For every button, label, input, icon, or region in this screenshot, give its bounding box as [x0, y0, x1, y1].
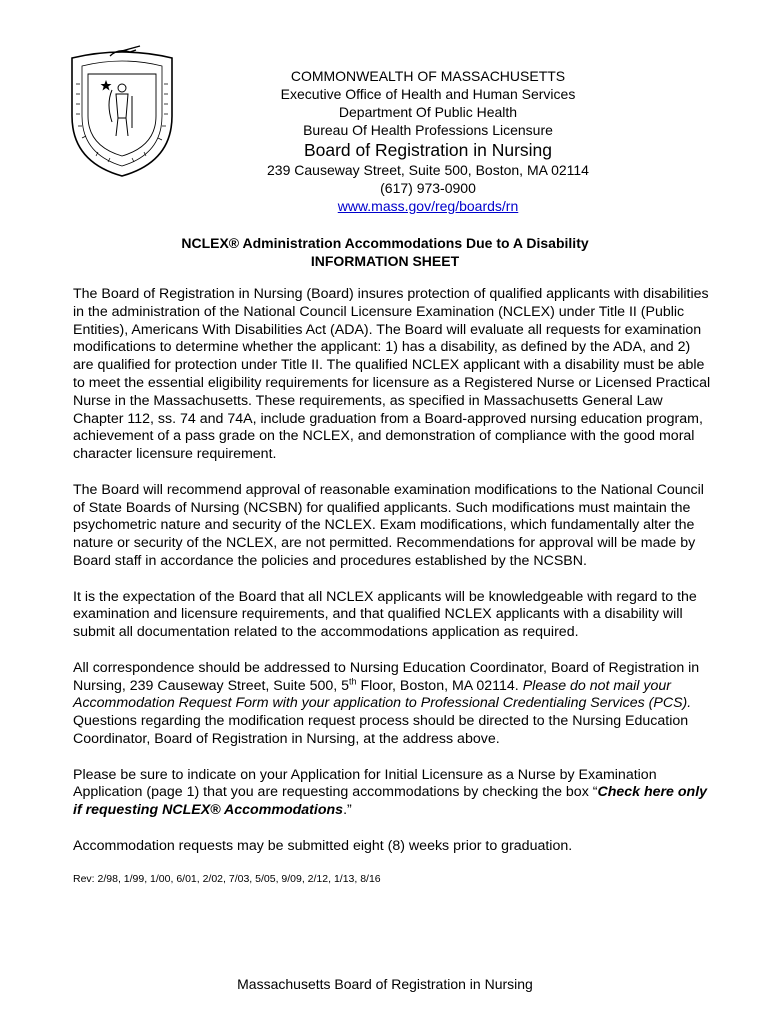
commonwealth-line: COMMONWEALTH OF MASSACHUSETTS [290, 68, 566, 84]
phone-line: (617) 973-0900 [380, 180, 476, 196]
paragraph-2: The Board will recommend approval of reasonable examination modifications to the National Council of State Boards of Nursing (NCSBN) for qualified applicants. Such modifications must maintain the psychometric nature and security of the NCLEX. Exam modifications, which fundamentally alter the nature or security of the NCLEX, are not permitted. Recommendations for approval will be made by Board staff in accordance the policies and procedures established by the NCSBN. [73, 481, 704, 569]
bureau-line: Bureau Of Health Professions Licensure [303, 122, 553, 138]
pcs-notice: Please do not mail your Accommodation Request Form with your application to Professional Credentialing Services (PCS). [73, 677, 692, 712]
paragraph-6: Accommodation requests may be submitted eight (8) weeks prior to graduation. [73, 837, 573, 854]
paragraph-3: It is the expectation of the Board that all NCLEX applicants will be knowledgeable with regard to the examination and licensure requirements, and that qualified NCLEX applicants with a disability will submit all documentation related to the accommodations application as required. [73, 588, 697, 641]
floor-superscript: th [349, 675, 357, 686]
document-body [73, 286, 713, 886]
paragraph-4-text-b: Floor, Boston, MA 02114. [356, 677, 519, 694]
massachusetts-seal-icon [66, 44, 178, 180]
department-line: Department Of Public Health [338, 104, 518, 120]
board-name: Board of Registration in Nursing [303, 140, 553, 160]
executive-office-line: Executive Office of Health and Human Services [280, 86, 576, 102]
paragraph-4-text-c: Questions regarding the modification request process should be directed to the Nursing Education Coordinator, Board of Registration in Nursing, at the address above. [73, 713, 689, 747]
paragraph-5-text-b: .” [343, 802, 352, 819]
title-line-1: NCLEX® Administration Accommodations Due to A Disability [181, 235, 589, 251]
checkbox-label-quote: Check here only if requesting NCLEX® Accommodations [73, 784, 708, 819]
paragraph-5-text-a: Please be sure to indicate on your Application for Initial Licensure as a Nurse by Examination Application (page 1) that you are requesting accommodations by checking the box “ [73, 766, 657, 801]
address-line: 239 Causeway Street, Suite 500, Boston, MA 02114 [267, 162, 589, 178]
website-link[interactable]: www.mass.gov/reg/boards/rn [337, 198, 519, 214]
page-footer: Massachusetts Board of Registration in Nursing [237, 976, 533, 992]
document-title [70, 234, 700, 270]
letterhead [228, 67, 628, 215]
paragraph-5 [73, 767, 713, 820]
paragraph-1: The Board of Registration in Nursing (Board) insures protection of qualified applicants with disabilities in the administration of the National Council Licensure Examination (NCLEX) under Title II (Public Entities), Americans With Disabilities Act (ADA). The Board will evaluate all requests for examination modifications to determine whether the applicant: 1) has a disability, as defined by the ADA, and 2) are qualified for protection under Title II. The qualified NCLEX applicant with a disability must be able to meet the essential eligibility requirements for licensure as a Registered Nurse or Licensed Practical Nurse in the Massachusetts. These requirements, as specified in Massachusetts General Law Chapter 112, ss. 74 and 74A, include graduation from a Board-approved nursing education program, achievement of a pass grade on the NCLEX, and demonstration of compliance with the good moral character licensure requirement. [73, 286, 711, 463]
paragraph-4-text-a: All correspondence should be addressed to Nursing Education Coordinator, Board of Registration in Nursing, 239 Causeway Street, Suite 500, 5 [73, 659, 700, 694]
revision-history: Rev: 2/98, 1/99, 1/00, 6/01, 2/02, 7/03, 5/05, 9/09, 2/12, 1/13, 8/16 [73, 873, 381, 886]
title-line-2: INFORMATION SHEET [310, 253, 460, 269]
paragraph-4 [73, 660, 713, 749]
